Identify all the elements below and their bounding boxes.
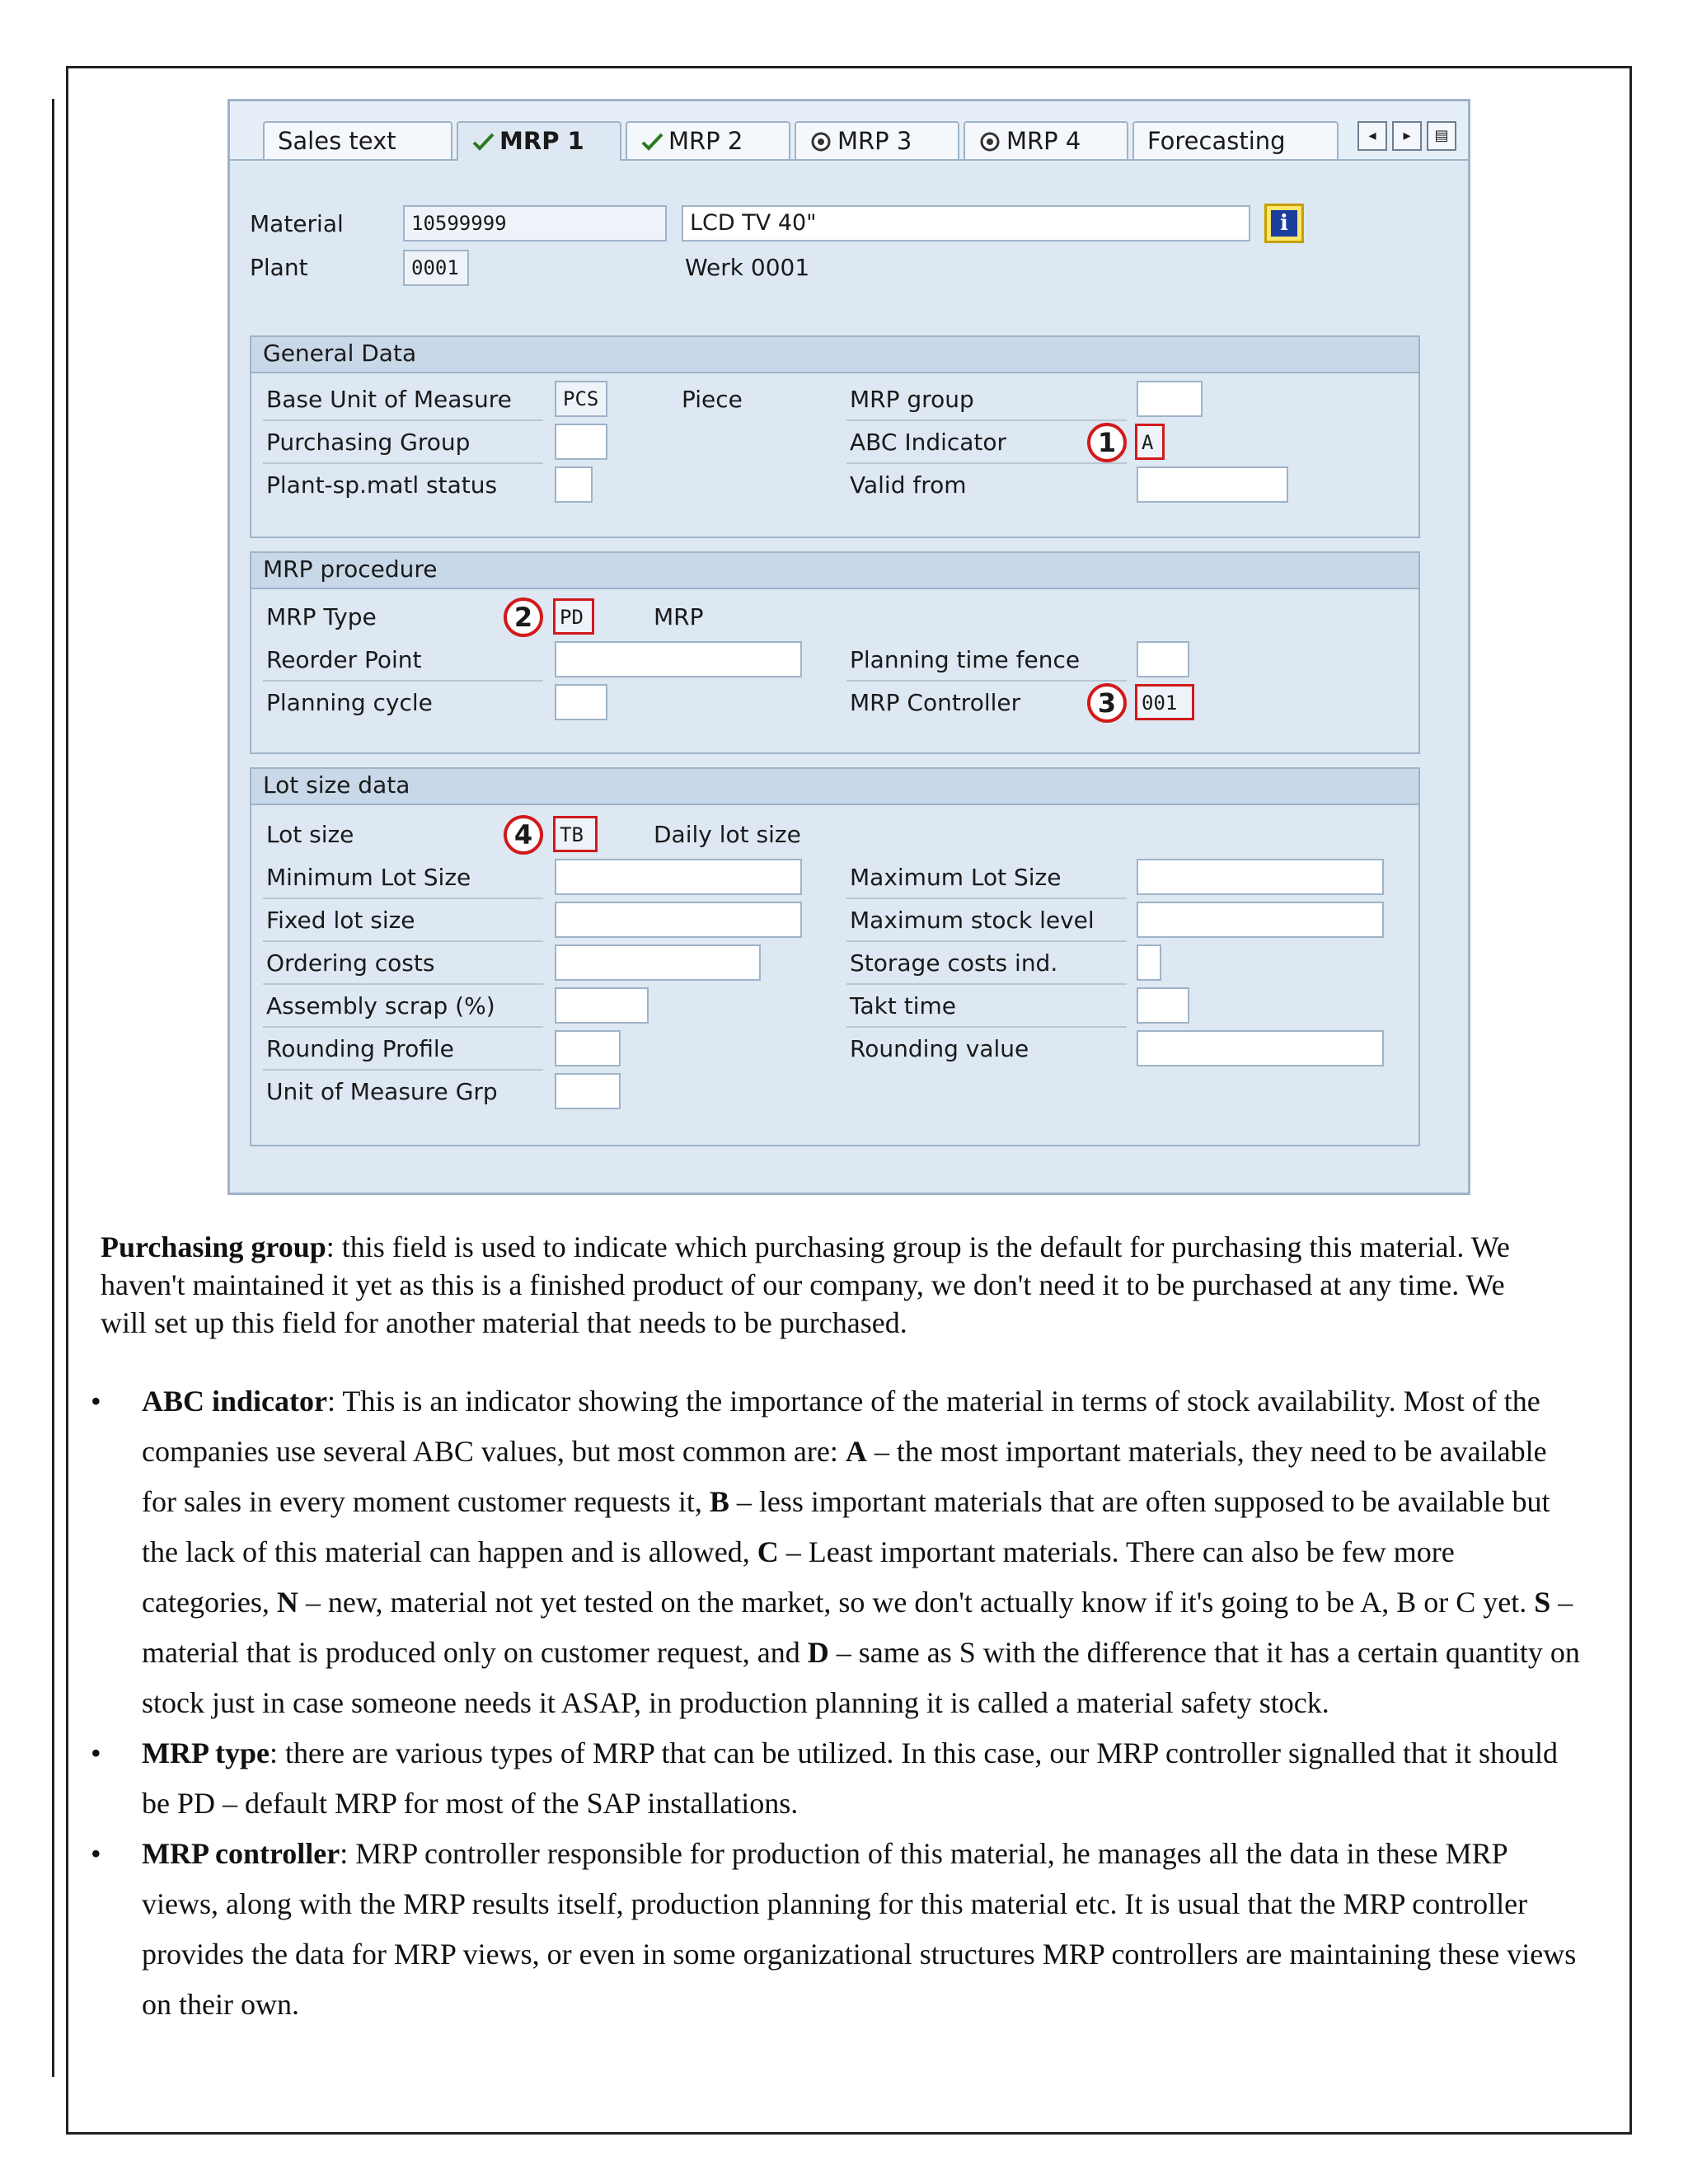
term-mrp-controller: MRP controller: [142, 1837, 340, 1870]
label-underline: [846, 940, 1127, 942]
plant-label: Plant: [250, 254, 308, 281]
abc-indicator-field[interactable]: A: [1135, 424, 1165, 460]
reorder-point-field[interactable]: [555, 641, 802, 677]
callout-badge-3: 3: [1087, 683, 1127, 723]
item-text: – less important materials that are often supposed to be available but the lack of this material can happen and is allowed,: [142, 1485, 1550, 1568]
tab-list-button[interactable]: ▤: [1427, 121, 1456, 151]
label-underline: [846, 680, 1127, 682]
label-underline: [263, 983, 543, 985]
tab-nav-buttons: [1357, 121, 1461, 151]
purchasing-group-field[interactable]: [555, 424, 607, 460]
label-underline: [263, 898, 543, 899]
mrp-type-label: MRP Type: [266, 603, 377, 630]
rounding-value-field[interactable]: [1137, 1030, 1384, 1066]
mrp-procedure-group: [250, 551, 1420, 754]
lot-size-text: Daily lot size: [654, 821, 801, 848]
rounding-profile-label: Rounding Profile: [266, 1035, 454, 1062]
uom-group-label: Unit of Measure Grp: [266, 1078, 498, 1105]
term-mrp-type: MRP type: [142, 1736, 270, 1769]
base-uom-label: Base Unit of Measure: [266, 386, 512, 413]
fixed-lot-size-field[interactable]: [555, 902, 802, 938]
planning-cycle-field[interactable]: [555, 684, 607, 720]
margin-line: [52, 99, 54, 2077]
label-underline: [263, 1069, 543, 1071]
min-lot-size-field[interactable]: [555, 859, 802, 895]
scroll-left-button[interactable]: ◂: [1357, 121, 1387, 151]
abc-value-a: A: [845, 1435, 867, 1468]
tab-mrp-3[interactable]: [795, 121, 959, 159]
tab-label: Sales text: [278, 127, 396, 155]
callout-badge-2: 2: [504, 598, 543, 637]
tab-mrp-4[interactable]: [964, 121, 1128, 159]
takt-time-field[interactable]: [1137, 987, 1189, 1024]
assembly-scrap-field[interactable]: [555, 987, 649, 1024]
label-underline: [263, 940, 543, 942]
item-text: – material that is produced only on customer request, and: [142, 1586, 1573, 1669]
mrp-type-text: MRP: [654, 603, 704, 630]
plant-description: Werk 0001: [685, 254, 810, 281]
abc-value-s: S: [1534, 1586, 1551, 1619]
storage-costs-label: Storage costs ind.: [850, 949, 1058, 977]
rounding-value-label: Rounding value: [850, 1035, 1029, 1062]
tab-mrp-2[interactable]: [626, 121, 790, 159]
plant-field[interactable]: 0001: [403, 250, 469, 286]
check-pencil-icon: [471, 131, 496, 152]
lot-size-label: Lot size: [266, 821, 354, 848]
purchasing-group-paragraph: [101, 1228, 1518, 1342]
base-uom-field[interactable]: PCS: [555, 381, 607, 417]
target-icon: [809, 131, 834, 152]
paragraph-text: : this field is used to indicate which purchasing group is the default for purchasing this material. We haven't maintained it yet as this is a finished product of our company, we don't need it to be purchased at any time. We will set up this field for another material that needs to be purchased.: [101, 1230, 1510, 1339]
term-abc-indicator: ABC indicator: [142, 1385, 327, 1418]
mrp-type-field[interactable]: PD: [553, 598, 594, 635]
item-text: : there are various types of MRP that can be utilized. In this case, our MRP controller signalled that it should be PD – default MRP for most of the SAP installations.: [142, 1736, 1558, 1820]
max-stock-level-field[interactable]: [1137, 902, 1384, 938]
callout-badge-1: 1: [1087, 423, 1127, 462]
tab-label: MRP 2: [668, 127, 743, 155]
item-text: – new, material not yet tested on the market, so we don't actually know if it's going to be A, B or C yet.: [298, 1586, 1535, 1619]
abc-value-d: D: [807, 1636, 829, 1669]
item-text: – the most important materials, they need to be available for sales in every moment customer requests it,: [142, 1435, 1547, 1518]
storage-costs-field[interactable]: [1137, 944, 1161, 981]
callout-badge-4: 4: [504, 815, 543, 855]
abc-value-b: B: [709, 1485, 729, 1518]
tab-label: MRP 1: [499, 127, 584, 155]
takt-time-label: Takt time: [850, 992, 956, 1019]
sap-material-master-screenshot: [227, 99, 1470, 1195]
tabstrip: [230, 101, 1468, 161]
tab-label: MRP 4: [1006, 127, 1081, 155]
label-underline: [846, 898, 1127, 899]
valid-from-label: Valid from: [850, 471, 967, 499]
max-lot-size-field[interactable]: [1137, 859, 1384, 895]
item-text: – same as S with the difference that it has a certain quantity on stock just in case someone needs it ASAP, in production planning it is called a material safety stock.: [142, 1636, 1580, 1719]
list-item-mrp-type: [101, 1728, 1584, 1829]
item-text: : This is an indicator showing the importance of the material in terms of stock availability. Most of the companies use several ABC values, but most common are:: [142, 1385, 1540, 1468]
abc-value-n: N: [276, 1586, 298, 1619]
label-underline: [263, 1026, 543, 1028]
label-underline: [263, 419, 543, 421]
tab-sales-text[interactable]: [263, 121, 452, 159]
abc-indicator-label: ABC Indicator: [850, 429, 1007, 456]
material-number-field[interactable]: 10599999: [403, 205, 667, 241]
target-icon: [978, 131, 1003, 152]
lot-size-field[interactable]: TB: [553, 816, 598, 852]
rounding-profile-field[interactable]: [555, 1030, 621, 1066]
reorder-point-label: Reorder Point: [266, 646, 422, 673]
max-lot-size-label: Maximum Lot Size: [850, 864, 1062, 891]
label-underline: [846, 462, 1127, 464]
fixed-lot-size-label: Fixed lot size: [266, 907, 415, 934]
planning-time-fence-field[interactable]: [1137, 641, 1189, 677]
tab-label: MRP 3: [837, 127, 912, 155]
mrp-controller-field[interactable]: 001: [1135, 684, 1194, 720]
label-underline: [846, 1026, 1127, 1028]
ordering-costs-label: Ordering costs: [266, 949, 435, 977]
term-purchasing-group: Purchasing group: [101, 1230, 326, 1263]
label-underline: [846, 983, 1127, 985]
plant-status-field[interactable]: [555, 466, 593, 503]
valid-from-field[interactable]: [1137, 466, 1288, 503]
max-stock-level-label: Maximum stock level: [850, 907, 1095, 934]
info-button[interactable]: [1264, 204, 1304, 243]
uom-group-field[interactable]: [555, 1073, 621, 1109]
mrp-controller-label: MRP Controller: [850, 689, 1021, 716]
group-title: Lot size data: [251, 769, 1418, 805]
label-underline: [263, 680, 543, 682]
abc-value-c: C: [757, 1535, 779, 1568]
check-pencil-icon: [640, 131, 665, 152]
label-underline: [263, 462, 543, 464]
list-item-mrp-controller: [101, 1829, 1584, 2030]
assembly-scrap-label: Assembly scrap (%): [266, 992, 495, 1019]
mrp-group-label: MRP group: [850, 386, 974, 413]
definition-list: [101, 1376, 1584, 2030]
material-label: Material: [250, 210, 344, 237]
planning-cycle-label: Planning cycle: [266, 689, 433, 716]
item-text: – Least important materials. There can also be few more categories,: [142, 1535, 1455, 1619]
min-lot-size-label: Minimum Lot Size: [266, 864, 471, 891]
base-uom-text: Piece: [682, 386, 743, 413]
ordering-costs-field[interactable]: [555, 944, 761, 981]
info-icon: i: [1271, 210, 1297, 237]
list-item-abc: [101, 1376, 1584, 1728]
planning-time-fence-label: Planning time fence: [850, 646, 1081, 673]
plant-status-label: Plant-sp.matl status: [266, 471, 498, 499]
mrp-group-field[interactable]: [1137, 381, 1203, 417]
material-description-field[interactable]: LCD TV 40": [682, 205, 1250, 241]
label-underline: [846, 419, 1127, 421]
purchasing-group-label: Purchasing Group: [266, 429, 471, 456]
item-text: : MRP controller responsible for production of this material, he manages all the data in these MRP views, along with the MRP results itself, production planning for this material etc. It is usual that the MRP controller provides the data for MRP views, or even in some organizational structures MRP controllers are maintaining these views on their own.: [142, 1837, 1577, 2021]
group-title: MRP procedure: [251, 553, 1418, 589]
scroll-right-button[interactable]: ▸: [1392, 121, 1422, 151]
tab-forecasting[interactable]: [1132, 121, 1339, 159]
tab-mrp-1[interactable]: [457, 121, 621, 161]
tab-label: Forecasting: [1147, 127, 1286, 155]
group-title: General Data: [251, 337, 1418, 373]
